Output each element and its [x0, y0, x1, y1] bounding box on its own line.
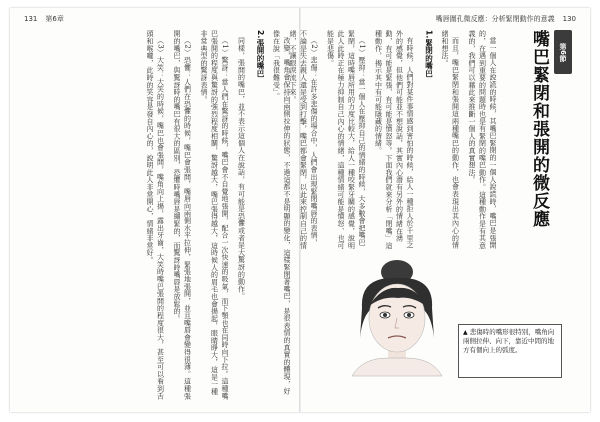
shoulders	[352, 358, 442, 376]
right-running-title: 嘴唇圍孔微反應：分析緊閉動作的意義	[435, 15, 555, 23]
left-running-head	[24, 14, 64, 24]
right-item-suppress: （1）壓抑：當一個人在壓抑自己的情緒的時候，大多數會把嘴巴緊閉，這時嘴唇所用的力度比較大，給人一種咬緊牙關的感覺，說明此人此時正在極力抑制自己內心的情緒，這種情緒可能是憤怒、也可能是悲傷。	[326, 30, 366, 249]
left-chapter-label: 第6章	[45, 15, 64, 23]
left-page-body	[26, 30, 292, 400]
section2-heading: 2.張開的嘴巴	[256, 30, 265, 78]
book-spread	[10, 8, 590, 412]
left-page-number: 131	[24, 15, 38, 23]
section-title: 嘴巴緊閉和張開的微反應	[529, 30, 549, 228]
right-page-number: 130	[562, 15, 576, 23]
section1-paragraph: 有時候，人們對某件事情感到害怕的時候，給人一種拒人於千里之外的感覺，但他們可能並不想說話，其實內心潛有另外的情緒在湧動，有可能是緊張、有可能是憤怒等。下面我們就來分析「閉嘴」這種動作，揭示其中有可能隱藏的情緒。	[374, 30, 414, 249]
figure-caption	[458, 324, 562, 378]
right-item-sadness: （2）悲傷：在許多悲傷的場合中，人們會出現緊閉嘴唇的表情，不論是失去親人還是受到打擊，嘴巴都會緊閉，以此來控制自己的情緒，不讓眼淚流下來。	[289, 30, 318, 249]
right-intro-paragraph-2: 而且，嘴巴緊閉和張開這兩種嘴巴的動作，也會表現出其內心的情緒和想法。	[441, 30, 460, 249]
left-intro-paragraph: 改變，嘴角會保持向兩側拉伸的狀態，不過這都不是明顯的變化，這樣緊閉著嘴巴，是很表情的真實的體現，好像在說「我很難受」。	[272, 30, 291, 395]
right-page-body	[289, 30, 498, 252]
section2-paragraph: 同樣，張開的嘴巴，並不表示這個人在說話，有可能是恐懼或者是大驚訝的動作。	[237, 37, 246, 300]
section1-heading: 1.緊閉的嘴巴	[424, 30, 434, 78]
right-pupil	[407, 313, 411, 317]
caption-triangle-icon: ▲	[463, 329, 468, 336]
left-item-laugh: （3）大笑：大笑的時候，嘴巴也會張開，嘴角向上揚，露出牙齒，大笑時嘴巴張開的程度很大，甚至可以看到舌頭和喉嚨，此時的笑容是發自內心的，說明此人非常開心，情緒非常好。	[146, 30, 165, 400]
section-badge: 第6節	[554, 30, 572, 74]
woman-face-illustration	[342, 258, 452, 376]
right-intro-paragraph: 當一個人在說謊的時候，其嘴巴緊閉的一個人說謊時，嘴巴是張開的，在遇到重要的問題時也是有緊閉的嘴巴動作。這種動作是有其意義的，我們可以藉此來推斷一個人的真實想法。	[468, 30, 497, 249]
left-item-surprise: （1）驚訝：當人們在驚訝的時候，嘴巴會不自覺地張開，配合一次快速的吸氣，而下顎也在同時向下拉。這種嘴巴張開的程度與驚訝的強烈程度相關，驚訝越大，嘴巴張得越大，這時候人的眉毛也會揚起，眼睛睜大，這是一種非常典型的驚訝表情。	[200, 30, 229, 400]
left-pupil	[383, 313, 387, 317]
left-item-fear: （2）恐懼：人們在恐懼的時候，嘴巴會張開，嘴唇向兩側水平拉伸，緊張地張開，並且嘴唇會變得很薄。這種張開的嘴巴，與驚訝時的嘴巴有很大的區別，恐懼時嘴唇是繃緊的，而驚訝時嘴唇是放鬆的。	[173, 30, 192, 400]
right-running-head	[436, 14, 576, 24]
caption-text: 悲傷時的嘴形很特別，嘴角向兩側拉伸、向下，靠近中間的地方有個向上的弧度。	[463, 328, 555, 354]
